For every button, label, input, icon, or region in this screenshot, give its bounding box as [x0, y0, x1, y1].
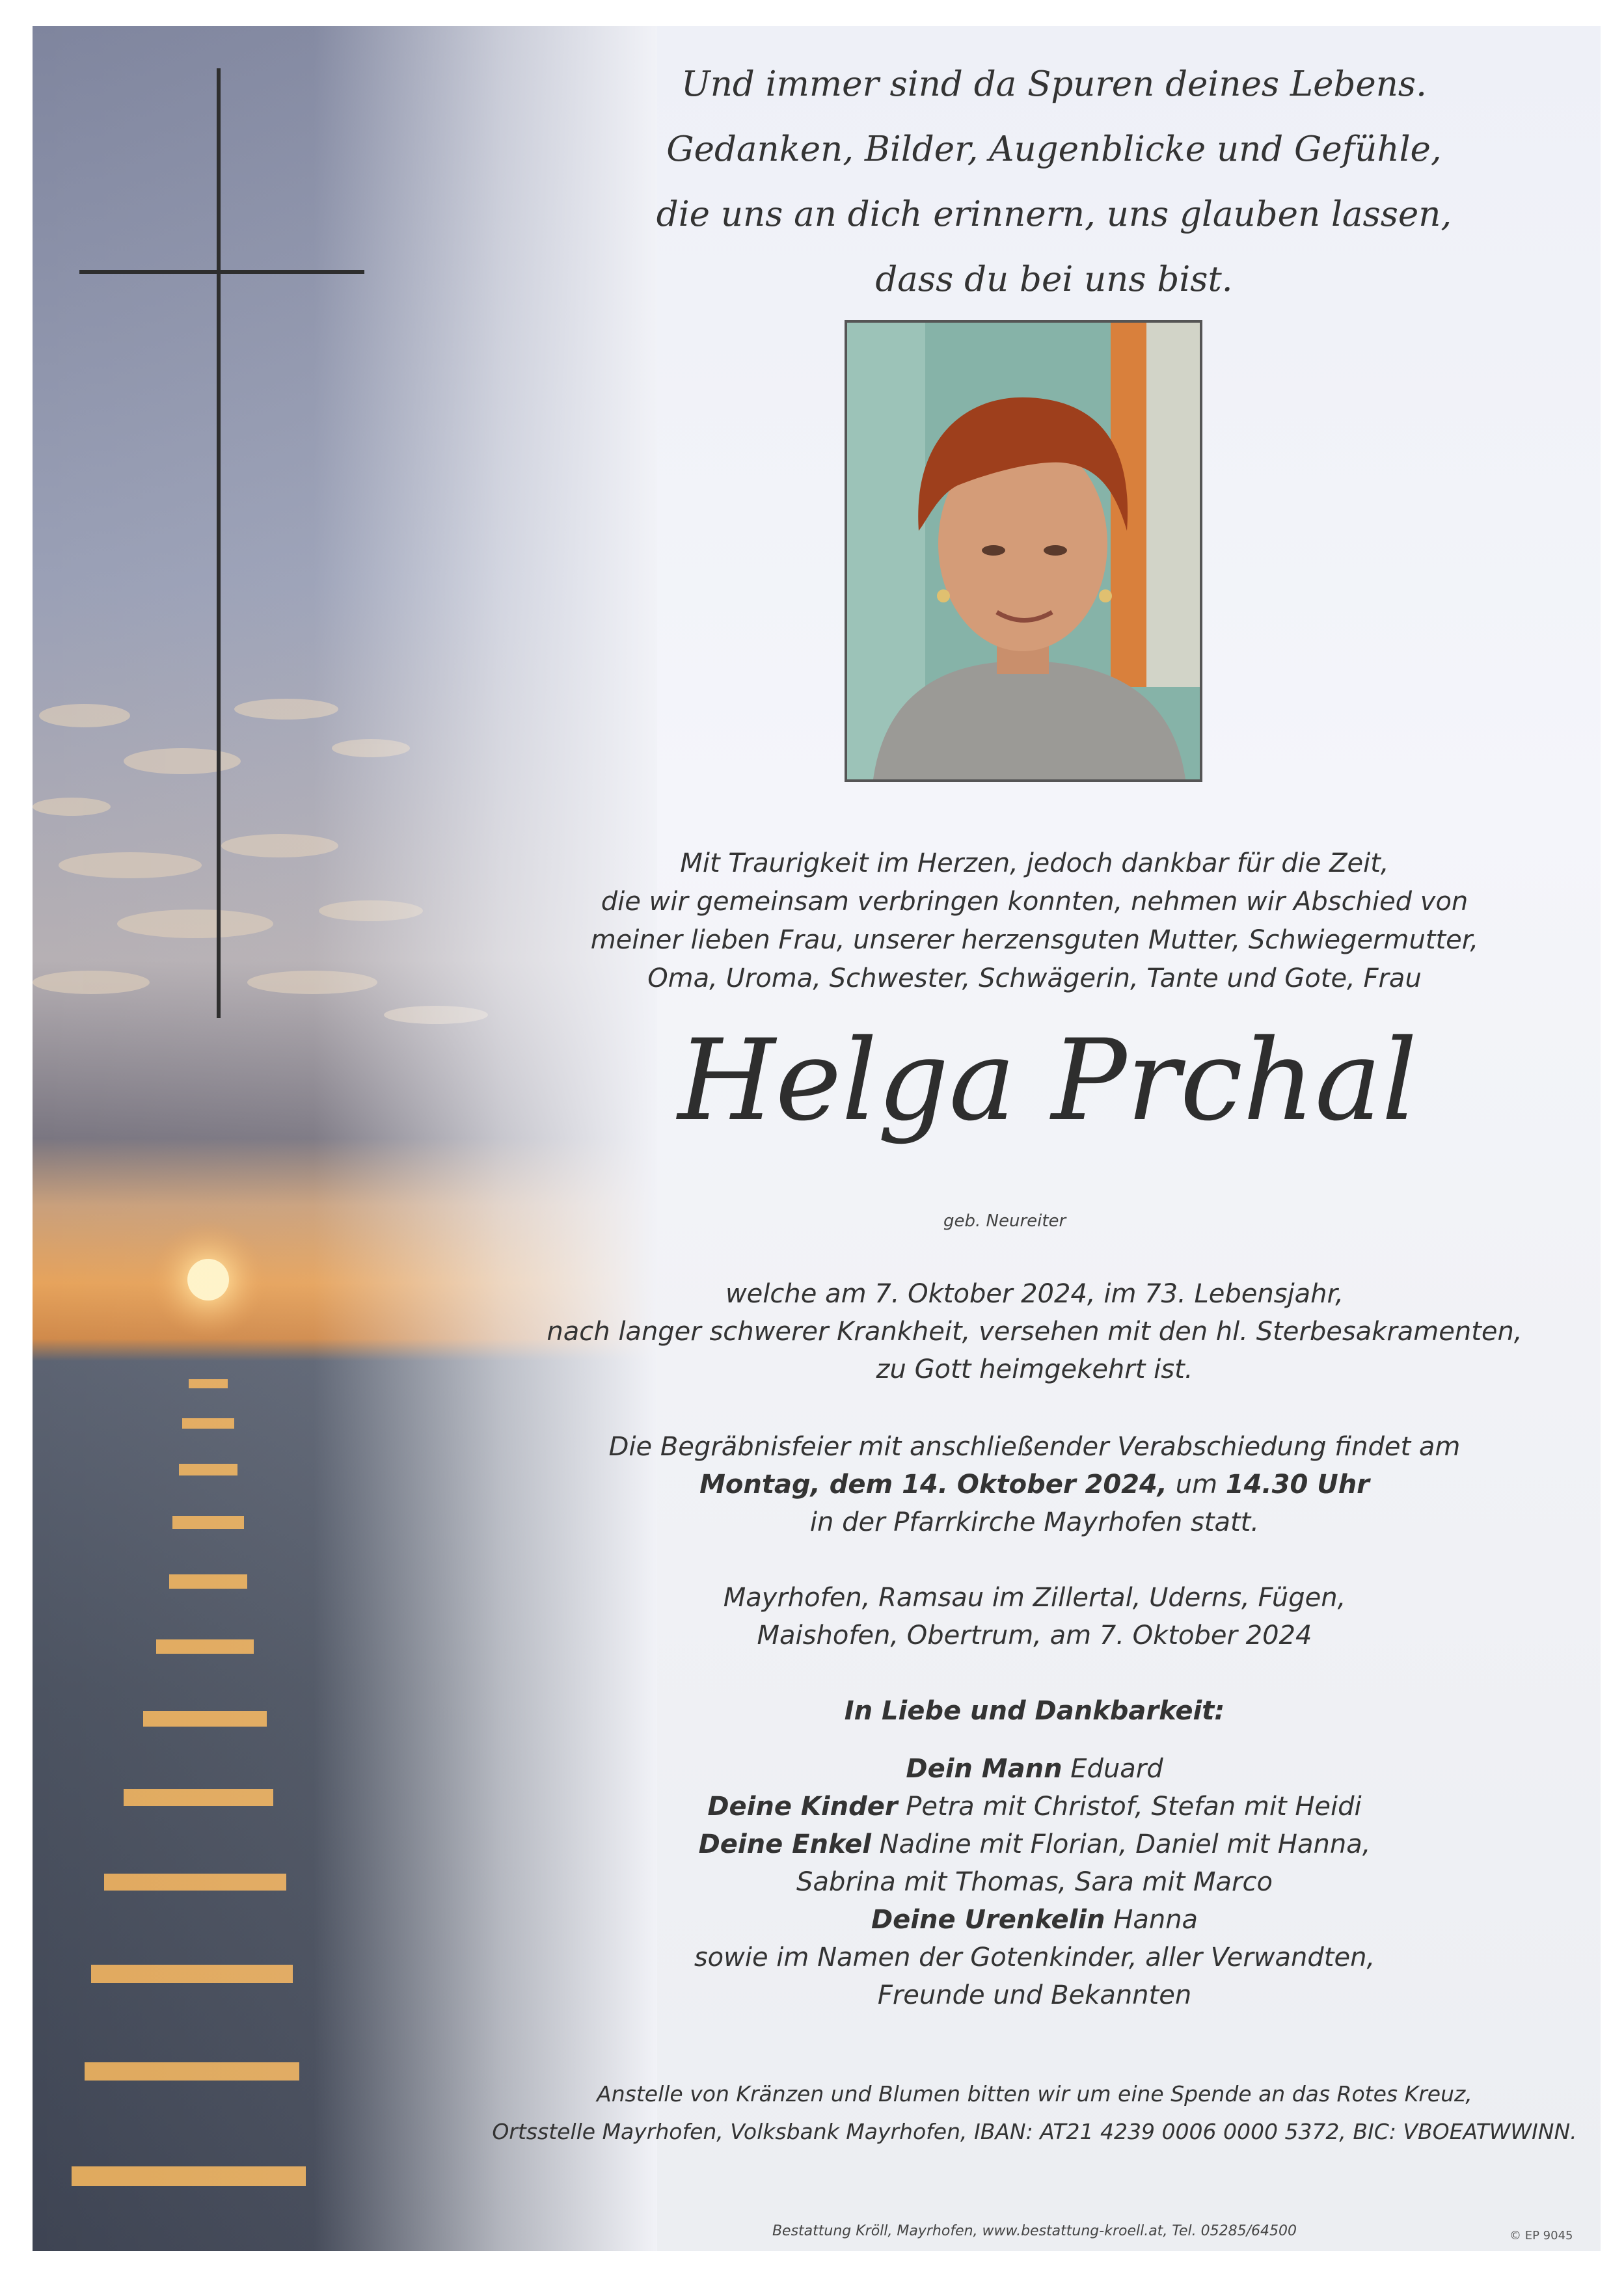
- grandchildren-label: Deine Enkel: [698, 1829, 871, 1859]
- places-line: Mayrhofen, Ramsau im Zillertal, Uderns, Fügen,: [723, 1583, 1346, 1613]
- cross-vertical-bar: [217, 68, 221, 1018]
- ceremony-location: in der Pfarrkirche Mayrhofen statt.: [809, 1507, 1260, 1537]
- places-line: Maishofen, Obertrum, am 7. Oktober 2024: [757, 1621, 1312, 1650]
- print-code: © EP 9045: [1509, 2229, 1573, 2243]
- ceremony-connector: um: [1167, 1470, 1226, 1500]
- poem-line: dass du bei uns bist.: [875, 260, 1233, 299]
- death-notice: [481, 1275, 1588, 1388]
- family-list: [481, 1750, 1588, 2014]
- portrait-photo: [845, 320, 1202, 782]
- funeral-ceremony: [481, 1428, 1588, 1541]
- portrait-image: [847, 323, 1200, 779]
- maiden-name: geb. Neureiter: [943, 1211, 1066, 1231]
- poem-line: Und immer sind da Spuren deines Lebens.: [681, 64, 1427, 104]
- children-label: Deine Kinder: [707, 1792, 898, 1822]
- funeral-home-footer: Bestattung Kröll, Mayrhofen, www.bestattung-kroell.at, Tel. 05285/64500: [772, 2223, 1297, 2239]
- deceased-name: Helga Prchal: [677, 1015, 1418, 1146]
- ceremony-line: Die Begräbnisfeier mit anschließender Verabschiedung findet am: [608, 1432, 1461, 1462]
- poem-line: die uns an dich erinnern, uns glauben lassen,: [656, 195, 1452, 234]
- cross-horizontal-bar: [79, 270, 364, 274]
- donation-request: [481, 2075, 1588, 2151]
- children-names: Petra mit Christof, Stefan mit Heidi: [897, 1792, 1362, 1822]
- death-line: zu Gott heimgekehrt ist.: [876, 1354, 1193, 1384]
- family-line-others: Freunde und Bekannten: [877, 1980, 1192, 2010]
- greatgrandchild-name: Hanna: [1105, 1905, 1198, 1935]
- places-and-date: [481, 1579, 1588, 1654]
- ceremony-date-line: [481, 1466, 1588, 1503]
- ceremony-time: 14.30 Uhr: [1225, 1470, 1370, 1500]
- obituary-sheet: [33, 26, 1601, 2251]
- death-line: welche am 7. Oktober 2024, im 73. Lebensjahr,: [725, 1279, 1344, 1309]
- greatgrandchild-label: Deine Urenkelin: [871, 1905, 1105, 1935]
- family-line-greatgrandchild: [481, 1901, 1588, 1939]
- donation-line: Anstelle von Kränzen und Blumen bitten wir um eine Spende an das Rotes Kreuz,: [597, 2081, 1472, 2107]
- family-line-others: sowie im Namen der Gotenkinder, aller Verwandten,: [694, 1943, 1375, 1973]
- donation-line: Ortsstelle Mayrhofen, Volksbank Mayrhofen, IBAN: AT21 4239 0006 0000 5372, BIC: VBOEATWWINN.: [492, 2119, 1577, 2144]
- intro-line: meiner lieben Frau, unserer herzensguten Mutter, Schwiegermutter,: [590, 925, 1479, 955]
- family-line-husband: [481, 1750, 1588, 1788]
- grandchildren-names: Nadine mit Florian, Daniel mit Hanna,: [871, 1829, 1371, 1859]
- ceremony-date: Montag, dem 14. Oktober 2024,: [699, 1470, 1168, 1500]
- intro-line: die wir gemeinsam verbringen konnten, nehmen wir Abschied von: [601, 887, 1468, 917]
- husband-name: Eduard: [1062, 1754, 1163, 1784]
- intro-line: Mit Traurigkeit im Herzen, jedoch dankbar für die Zeit,: [680, 848, 1389, 878]
- intro-text: [481, 844, 1588, 998]
- family-line-grandchildren: [481, 1825, 1588, 1863]
- husband-label: Dein Mann: [906, 1754, 1062, 1784]
- family-heading: In Liebe und Dankbarkeit:: [844, 1696, 1225, 1726]
- intro-line: Oma, Uroma, Schwester, Schwägerin, Tante und Gote, Frau: [647, 963, 1422, 993]
- poem-line: Gedanken, Bilder, Augenblicke und Gefühle,: [666, 129, 1442, 169]
- family-line-grandchildren-cont: Sabrina mit Thomas, Sara mit Marco: [796, 1867, 1273, 1897]
- death-line: nach langer schwerer Krankheit, versehen mit den hl. Sterbesakramenten,: [547, 1317, 1522, 1347]
- family-line-children: [481, 1788, 1588, 1825]
- poem: [566, 52, 1542, 312]
